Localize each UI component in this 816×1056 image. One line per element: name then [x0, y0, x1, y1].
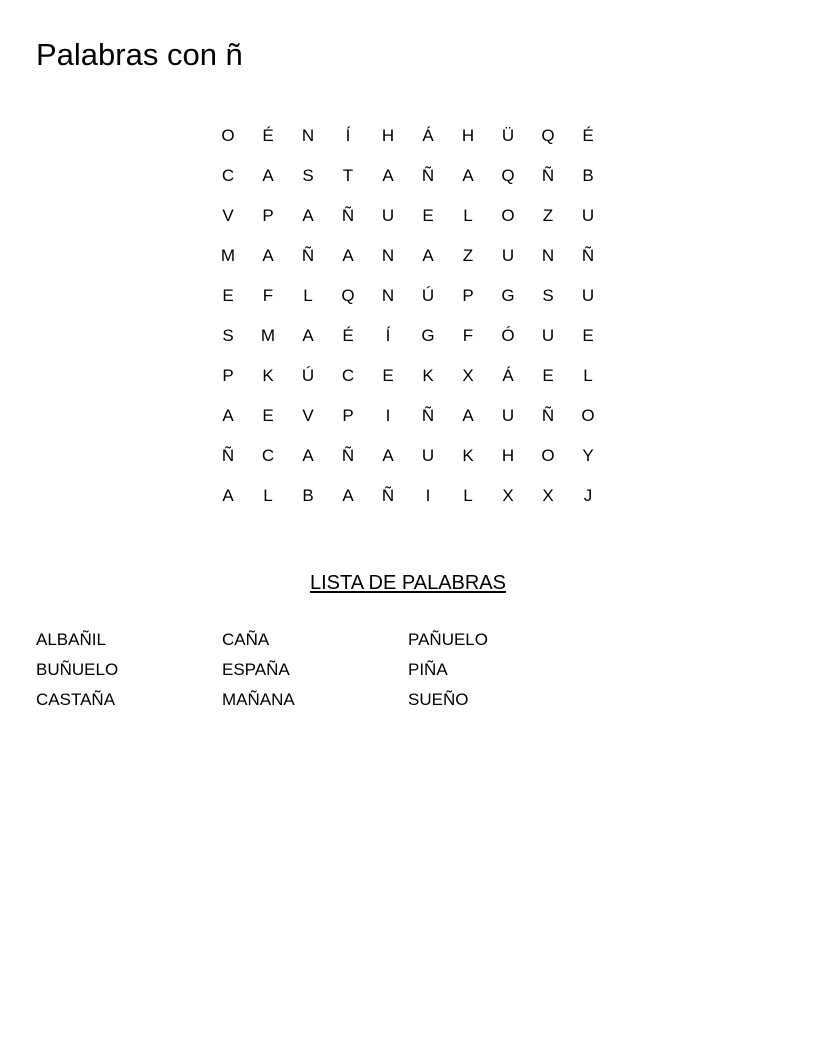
grid-letter-cell: O — [221, 125, 235, 145]
grid-letter-cell: M — [220, 245, 236, 265]
grid-letter-cell: N — [301, 125, 315, 145]
grid-letter-cell: U — [381, 205, 395, 225]
grid-letter-cell: Ñ — [421, 405, 435, 425]
grid-letter-cell: Ñ — [421, 165, 435, 185]
grid-letter-cell: S — [542, 285, 554, 305]
grid-letter-cell: Z — [542, 205, 554, 225]
grid-letter-cell: U — [581, 205, 595, 225]
grid-letter-cell: Ó — [501, 325, 515, 345]
grid-letter-cell: L — [463, 485, 473, 505]
grid-letter-cell: U — [501, 405, 515, 425]
grid-letter-cell: H — [501, 445, 515, 465]
grid-letter-cell: E — [262, 405, 274, 425]
grid-letter-cell: A — [222, 405, 234, 425]
word-list-item: BUÑUELO — [36, 660, 119, 679]
grid-letter-cell: K — [262, 365, 274, 385]
grid-letter-cell: V — [222, 205, 234, 225]
grid-letter-cell: N — [541, 245, 555, 265]
grid-letter-cell: A — [382, 445, 394, 465]
grid-letter-cell: Á — [502, 365, 514, 385]
grid-letter-cell: É — [582, 125, 594, 145]
grid-letter-cell: G — [501, 285, 515, 305]
grid-letter-cell: P — [342, 405, 354, 425]
grid-letter-cell: A — [302, 445, 314, 465]
grid-letter-cell: A — [302, 205, 314, 225]
word-list-heading-text: LISTA DE PALABRAS — [309, 572, 506, 594]
grid-letter-cell: Ü — [501, 125, 515, 145]
grid-letter-cell: F — [262, 285, 274, 305]
grid-letter-cell: Á — [422, 125, 434, 145]
grid-letter-cell: U — [501, 245, 515, 265]
grid-letter-cell: L — [583, 365, 593, 385]
grid-letter-cell: C — [261, 445, 275, 465]
grid-letter-cell: Ñ — [341, 445, 355, 465]
grid-letter-cell: B — [302, 485, 314, 505]
grid-letter-cell: A — [262, 245, 274, 265]
grid-letter-cell: Y — [582, 445, 594, 465]
grid-letter-cell: Ñ — [221, 445, 235, 465]
grid-letter-cell: A — [382, 165, 394, 185]
grid-letter-cell: Z — [462, 245, 474, 265]
grid-letter-cell: E — [422, 205, 434, 225]
grid-letter-cell: Q — [541, 125, 555, 145]
grid-letter-cell: E — [222, 285, 234, 305]
grid-letter-cell: X — [462, 365, 474, 385]
grid-letter-cell: L — [463, 205, 473, 225]
grid-letter-cell: B — [582, 165, 594, 185]
grid-letter-cell: N — [381, 245, 395, 265]
grid-letter-cell: L — [263, 485, 273, 505]
grid-letter-cell: H — [381, 125, 395, 145]
grid-letter-cell: Ñ — [341, 205, 355, 225]
grid-letter-cell: E — [382, 365, 394, 385]
grid-letter-cell: Í — [385, 325, 391, 345]
grid-letter-cell: E — [542, 365, 554, 385]
word-list-item: CASTAÑA — [36, 690, 116, 709]
grid-letter-cell: P — [222, 365, 234, 385]
grid-letter-cell: V — [302, 405, 314, 425]
word-list-item: PAÑUELO — [408, 630, 488, 649]
grid-letter-cell: Í — [345, 125, 351, 145]
page-title: Palabras con ñ — [36, 37, 243, 72]
grid-letter-cell: K — [422, 365, 434, 385]
grid-letter-cell: Ú — [421, 285, 435, 305]
word-list-item: PIÑA — [408, 660, 448, 679]
grid-letter-cell: U — [581, 285, 595, 305]
grid-letter-cell: C — [221, 165, 235, 185]
grid-letter-cell: Q — [501, 165, 515, 185]
grid-letter-cell: M — [260, 325, 276, 345]
grid-letter-cell: Ñ — [381, 485, 395, 505]
grid-letter-cell: P — [262, 205, 274, 225]
grid-letter-cell: S — [302, 165, 314, 185]
grid-letter-cell: T — [342, 165, 354, 185]
grid-letter-cell: N — [381, 285, 395, 305]
grid-letter-cell: H — [461, 125, 475, 145]
grid-letter-cell: A — [222, 485, 234, 505]
grid-letter-cell: S — [222, 325, 234, 345]
grid-letter-cell: O — [581, 405, 595, 425]
word-list-item: SUEÑO — [408, 690, 469, 709]
grid-letter-cell: X — [502, 485, 514, 505]
grid-letter-cell: A — [262, 165, 274, 185]
grid-letter-cell: U — [421, 445, 435, 465]
grid-letter-cell: I — [425, 485, 431, 505]
word-list — [36, 628, 594, 718]
word-list-item: ALBAÑIL — [36, 630, 106, 649]
word-list-item: ESPAÑA — [222, 660, 290, 679]
grid-letter-cell: K — [462, 445, 474, 465]
word-list-item: CAÑA — [222, 630, 270, 649]
grid-letter-cell: X — [542, 485, 554, 505]
grid-letter-cell: Q — [341, 285, 355, 305]
grid-letter-cell: O — [541, 445, 555, 465]
grid-letter-cell: Ñ — [541, 405, 555, 425]
grid-letter-cell: E — [582, 325, 594, 345]
grid-letter-cell: J — [583, 485, 593, 505]
grid-letter-cell: F — [462, 325, 474, 345]
grid-letter-cell: A — [462, 165, 474, 185]
grid-letter-cell: É — [262, 125, 274, 145]
grid-letter-cell: A — [342, 485, 354, 505]
grid-letter-cell: A — [302, 325, 314, 345]
word-list-item: MAÑANA — [222, 690, 295, 709]
grid-letter-cell: A — [342, 245, 354, 265]
grid-letter-cell: Ú — [301, 365, 315, 385]
grid-letter-cell: C — [341, 365, 355, 385]
grid-letter-cell: P — [462, 285, 474, 305]
grid-letter-cell: A — [462, 405, 474, 425]
grid-letter-cell: Ñ — [541, 165, 555, 185]
grid-letter-cell: É — [342, 325, 354, 345]
grid-letter-cell: U — [541, 325, 555, 345]
grid-letter-cell: Ñ — [581, 245, 595, 265]
grid-letter-cell: I — [385, 405, 391, 425]
grid-letter-cell: L — [303, 285, 313, 305]
grid-letter-cell: O — [501, 205, 515, 225]
grid-letter-cell: G — [421, 325, 435, 345]
grid-letter-cell: Ñ — [301, 245, 315, 265]
word-list-heading — [0, 570, 816, 596]
grid-letter-cell: A — [422, 245, 434, 265]
word-search-grid — [208, 115, 608, 515]
